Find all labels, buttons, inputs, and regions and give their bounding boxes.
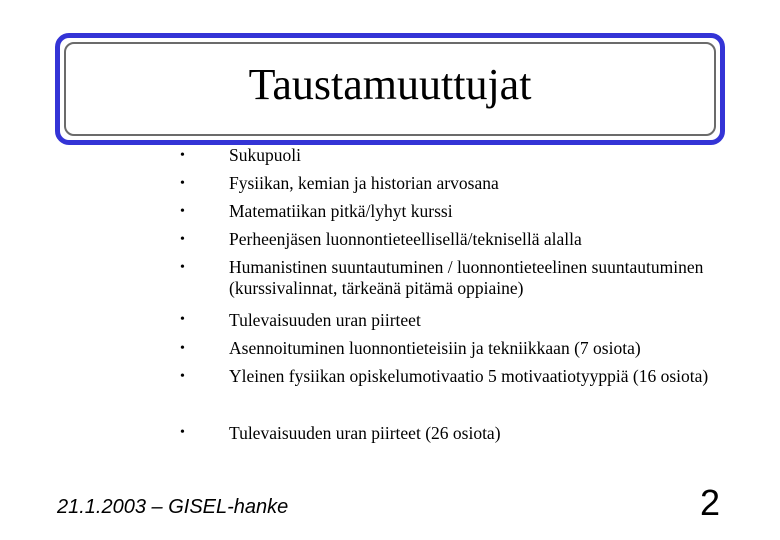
bullet-icon: • — [180, 232, 185, 247]
bullet-icon: • — [180, 341, 185, 356]
bullet-icon: • — [180, 260, 185, 275]
list-item-text: Tulevaisuuden uran piirteet (26 osiota) — [229, 423, 501, 443]
bullet-icon: • — [180, 425, 185, 440]
list-item-text: Tulevaisuuden uran piirteet — [229, 310, 421, 330]
bullet-icon: • — [180, 148, 185, 163]
bullet-icon: • — [180, 176, 185, 191]
bullet-icon: • — [180, 204, 185, 219]
bullet-icon: • — [180, 369, 185, 384]
bullet-icon: • — [180, 312, 185, 327]
title-frame — [55, 33, 725, 145]
footer-date: 21.1.2003 – GISEL-hanke — [57, 496, 289, 518]
list-item-text: Sukupuoli — [229, 145, 301, 165]
page-number: 2 — [700, 482, 721, 523]
list-item-text: Asennoituminen luonnontieteisiin ja tekniikkaan (7 osiota) — [229, 338, 641, 358]
list-item-text: Matematiikan pitkä/lyhyt kurssi — [229, 201, 453, 221]
list-item-text: Perheenjäsen luonnontieteellisellä/teknisellä alalla — [229, 229, 582, 249]
title-inner-frame — [64, 42, 716, 136]
list-item-text: Fysiikan, kemian ja historian arvosana — [229, 173, 499, 193]
list-item-text: Humanistinen suuntautuminen / luonnontieteelinen suuntautuminen (kurssivalinnat, tärkeänä pitämä oppiaine) — [229, 257, 704, 298]
slide-title: Taustamuuttujat — [248, 60, 532, 109]
list-item-text: Yleinen fysiikan opiskelumotivaatio 5 motivaatiotyyppiä (16 osiota) — [229, 366, 709, 386]
